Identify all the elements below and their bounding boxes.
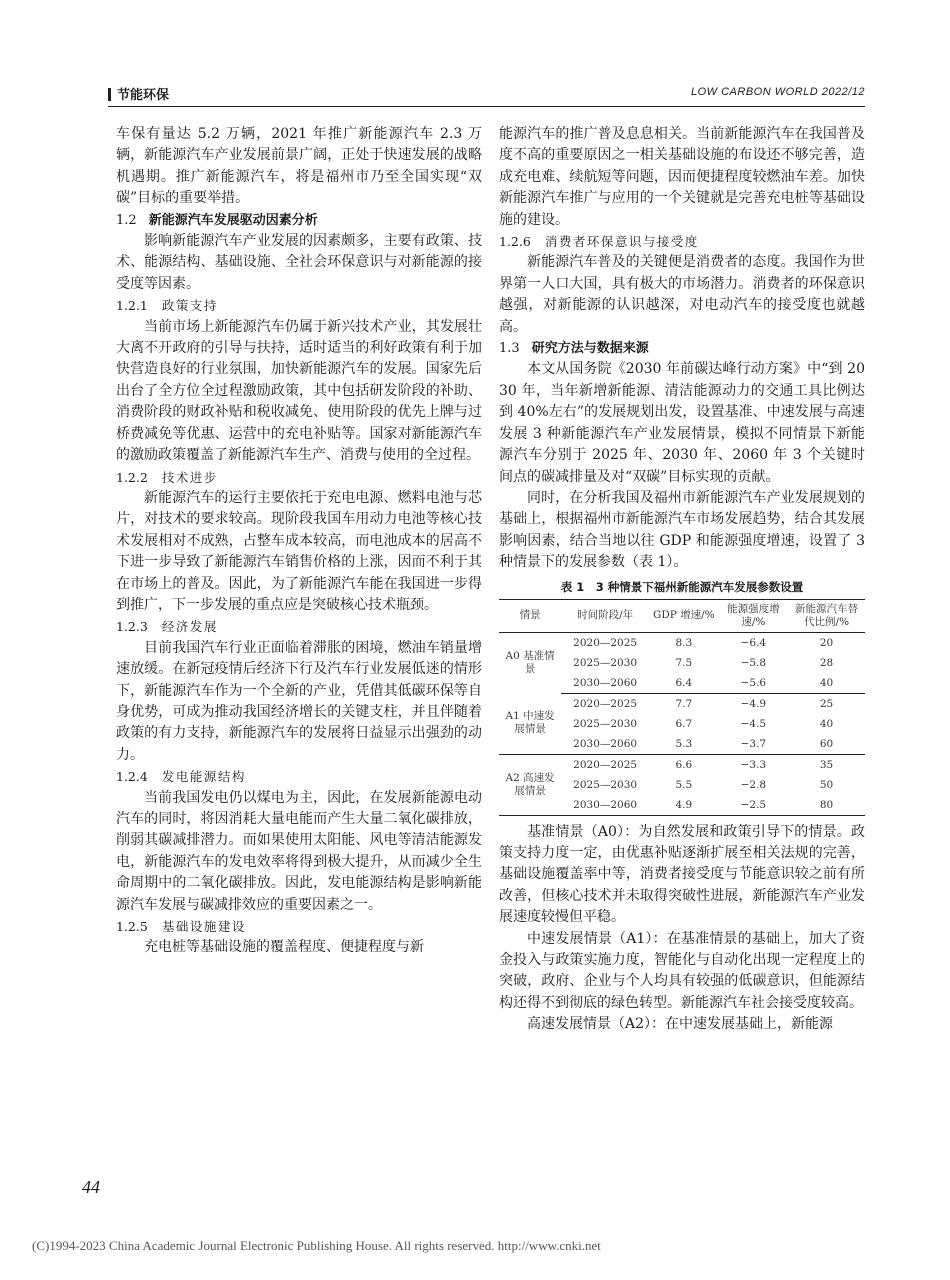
scenario-parameter-table (499, 599, 865, 816)
running-header (108, 84, 865, 107)
subsection-heading-1-2-3 (116, 616, 482, 637)
section-title: 研究方法与数据来源 (531, 341, 649, 357)
subsection-number: 1.2.6 (499, 234, 531, 250)
column-header-nev-ratio: 新能源汽车替代比例/% (788, 599, 865, 632)
gdp-cell: 6.7 (675, 717, 693, 730)
paragraph: 车保有量达 5.2 万辆，2021 年推广新能源汽车 2.3 万辆，新能源汽车产业发展前景广阔，正处于快速发展的战略机遇期。推广新能源汽车，将是福州市乃至全国实现“双碳”目标的重要举措。 (116, 126, 482, 207)
column-header-scenario: 情景 (499, 599, 561, 632)
subsection-number: 1.2.3 (116, 619, 148, 635)
energy-cell: −2.5 (719, 795, 789, 816)
section-number: 1.3 (499, 341, 520, 357)
paragraph: 本文从国务院《2030 年前碳达峰行动方案》中“到 2030 年，当年新增新能源、清洁能源动力的交通工具比例达到 40%左右”的发展规划出发，设置基准、中速发展与高速发展 3 种新能源汽车产业发展情景，模拟不同情景下新能源汽车分别于 2025 年、2030 年、2060 年 3 个关键时间点的碳减排量及对“双碳”目标实现的贡献。 (499, 361, 865, 485)
subsection-number: 1.2.4 (116, 769, 148, 785)
period-cell: 2020—2025 (573, 636, 638, 649)
period-cell: 2025—2030 (573, 778, 638, 791)
subsection-title: 消费者环保意识与接受度 (544, 234, 699, 250)
paragraph: 充电桩等基础设施的覆盖程度、便捷程度与新 (144, 939, 424, 956)
subsection-title: 基础设施建设 (161, 919, 246, 935)
energy-cell: −3.7 (719, 734, 789, 755)
nev-cell: 40 (788, 673, 865, 694)
gdp-cell: 7.7 (675, 697, 693, 710)
nev-cell: 20 (819, 636, 834, 649)
header-journal-issue: LOW CARBON WORLD 2022/12 (691, 86, 865, 98)
paragraph: 目前我国汽车行业正面临着滞胀的困境，燃油车销量增速放缓。在新冠疫情后经济下行及汽车行业发展低迷的情形下，新能源汽车作为一个全新的产业，凭借其低碳环保等自身优势，可成为推动我国经济增长的关键支柱，并且伴随着政策的有力支持，新能源汽车的发展将日益显示出强劲的动力。 (116, 639, 482, 763)
paragraph: 当前我国发电仍以煤电为主，因此，在发展新能源电动汽车的同时，将因消耗大量电能而产生大量二氧化碳排放，削弱其碳减排潜力。而如果使用太阳能、风电等清洁能源发电，新能源汽车的发电效率将得到极大提升，从而减少全生命周期中的二氧化碳排放。因此，发电能源结构是影响新能源汽车发展与碳减排效应的重要因素之一。 (116, 789, 482, 913)
paragraph: 新能源汽车的运行主要依托于充电电源、燃料电池与芯片，对技术的要求较高。现阶段我国车用动力电池等核心技术发展相对不成熟，占整车成本较高，而电池成本的居高不下进一步导致了新能源汽车销售价格的上涨，因而不利于其在市场上的普及。因此，为了新能源汽车能在我国进一步得到推广，下一步发展的重点应是突破核心技术瓶颈。 (116, 489, 482, 613)
energy-cell: −2.8 (740, 778, 767, 791)
table-row (499, 693, 865, 714)
subsection-title: 经济发展 (161, 619, 218, 635)
gdp-cell: 5.5 (675, 778, 693, 791)
energy-cell: −4.9 (740, 697, 767, 710)
energy-cell: −5.8 (740, 656, 767, 669)
paragraph: 当前市场上新能源汽车仍属于新兴技术产业，其发展壮大离不开政府的引导与扶持，适时适当的利好政策有利于加快营造良好的行业氛围，加快新能源汽车的发展。国家先后出台了全方位全过程激励政策，其中包括研发阶段的补助、消费阶段的财政补贴和税收减免、使用阶段的优先上牌与过桥费减免等优惠、运营中的充电补贴等。国家对新能源汽车的激励政策覆盖了新能源汽车生产、消费与使用的全过程。 (116, 318, 482, 464)
subsection-heading-1-2-2 (116, 467, 482, 488)
section-heading-1-2 (116, 210, 482, 231)
nev-cell: 50 (819, 778, 834, 791)
table-header-row (499, 599, 865, 632)
nev-cell: 35 (819, 758, 834, 771)
gdp-cell: 7.5 (675, 656, 693, 669)
subsection-number: 1.2.1 (116, 298, 148, 314)
period-cell: 2030—2060 (561, 673, 649, 694)
section-heading-1-3 (499, 338, 865, 359)
gdp-cell: 6.4 (649, 673, 719, 694)
energy-cell: −4.5 (740, 717, 767, 730)
period-cell: 2020—2025 (573, 758, 638, 771)
subsection-number: 1.2.2 (116, 469, 148, 485)
nev-cell: 40 (819, 717, 834, 730)
subsection-heading-1-2-1 (116, 295, 482, 316)
period-cell: 2030—2060 (561, 795, 649, 816)
paragraph: 新能源汽车普及的关键便是消费者的态度。我国作为世界第一人口大国，具有极大的市场潜力。消费者的环保意识越强，对新能源的认识越深，对电动汽车的接受度也就越高。 (499, 254, 865, 335)
energy-cell: −3.3 (740, 758, 767, 771)
subsection-number: 1.2.5 (116, 919, 148, 935)
nev-cell: 28 (819, 656, 834, 669)
paragraph: 能源汽车的推广普及息息相关。当前新能源汽车在我国普及度不高的重要原因之一相关基础设施的布设还不够完善，造成充电难、续航短等问题，因而便捷程度较燃油车差。加快新能源汽车推广与应用的一个关键就是完善充电桩等基础设施的建设。 (499, 126, 865, 228)
page-number: 44 (82, 1177, 100, 1197)
scenario-cell: A0 基准情景 (505, 649, 555, 675)
subsection-heading-1-2-4 (116, 766, 482, 787)
gdp-cell: 5.3 (649, 734, 719, 755)
right-column (499, 124, 865, 1036)
nev-cell: 25 (819, 697, 834, 710)
table-row (499, 754, 865, 775)
table-row (499, 632, 865, 653)
column-header-gdp-growth: GDP 增速/% (649, 599, 719, 632)
gdp-cell: 4.9 (649, 795, 719, 816)
nev-cell: 80 (788, 795, 865, 816)
left-column (116, 124, 482, 959)
paragraph: 同时，在分析我国及福州市新能源汽车产业发展规划的基础上，根据福州市新能源汽车市场发展趋势，结合其发展影响因素，结合当地以往 GDP 和能源强度增速，设置了 3 种情景下的发展参数（表 1）。 (499, 489, 865, 571)
gdp-cell: 8.3 (675, 636, 693, 649)
gdp-cell: 6.6 (675, 758, 693, 771)
scenario-cell: A1 中速发展情景 (499, 693, 561, 754)
subsection-heading-1-2-5 (116, 916, 482, 937)
paragraph: 中速发展情景（A1）：在基准情景的基础上，加大了资金投入与政策实施力度，智能化与自动化出现一定程度上的突破，政府、企业与个人均具有较强的低碳意识，但能源结构还得不到彻底的绿色转型。新能源汽车社会接受度较高。 (499, 930, 865, 1011)
subsection-title: 技术进步 (161, 469, 218, 485)
period-cell: 2025—2030 (573, 656, 638, 669)
subsection-heading-1-2-6 (499, 231, 865, 252)
nev-cell: 60 (788, 734, 865, 755)
period-cell: 2030—2060 (561, 734, 649, 755)
column-header-period: 时间阶段/年 (561, 599, 649, 632)
subsection-title: 政策支持 (161, 298, 218, 314)
section-title: 新能源汽车发展驱动因素分析 (148, 212, 318, 228)
energy-cell: −6.4 (740, 636, 767, 649)
paragraph: 影响新能源汽车产业发展的因素颇多，主要有政策、技术、能源结构、基础设施、全社会环保意识与对新能源的接受度等因素。 (116, 233, 482, 292)
subsection-title: 发电能源结构 (161, 769, 246, 785)
scenario-cell: A2 高速发展情景 (499, 754, 561, 815)
paragraph: 高速发展情景（A2）：在中速发展基础上，新能源 (527, 1016, 834, 1033)
column-header-energy-intensity: 能源强度增速/% (719, 599, 789, 632)
section-number: 1.2 (116, 212, 137, 228)
energy-cell: −5.6 (719, 673, 789, 694)
paragraph: 基准情景（A0）：为自然发展和政策引导下的情景。政策支持力度一定，由优惠补贴逐渐扩展至相关法规的完善，基础设施覆盖率中等，消费者接受度与节能意识较之前有所改善，但核心技术并未取得突破性进展，新能源汽车产业发展速度较慢但平稳。 (499, 823, 865, 926)
table-caption: 表 1 3 种情景下福州新能源汽车发展参数设置 (560, 579, 804, 594)
period-cell: 2025—2030 (573, 717, 638, 730)
period-cell: 2020—2025 (573, 697, 638, 710)
copyright-notice: (C)1994-2023 China Academic Journal Electronic Publishing House. All rights reserved. http://www.cnki.net (32, 1238, 601, 1253)
header-section-title: 节能环保 (108, 84, 169, 103)
